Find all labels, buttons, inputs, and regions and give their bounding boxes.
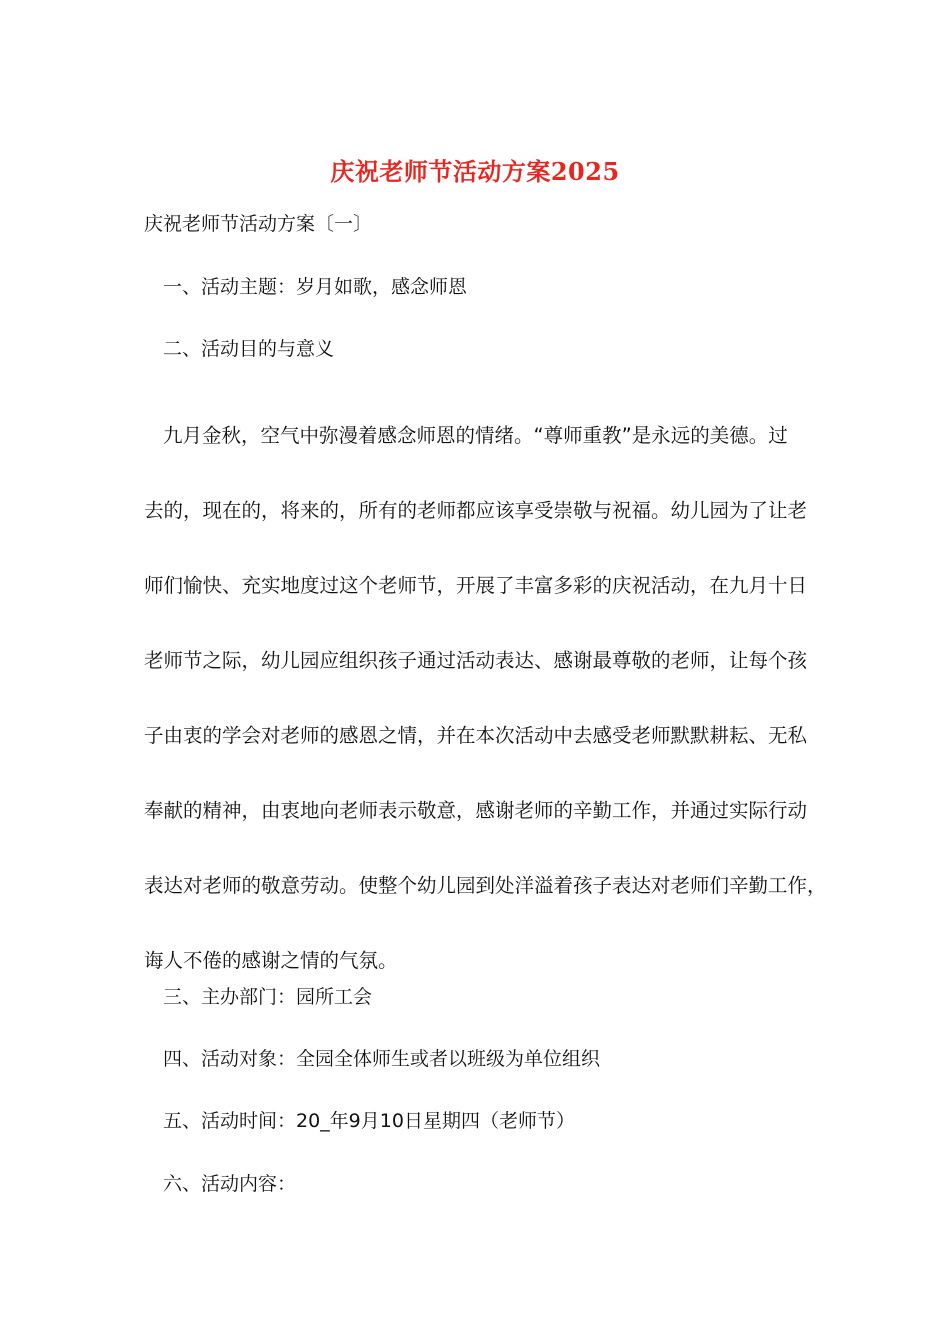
item-activity-time: 五、活动时间：20_年9月10日星期四（老师节） xyxy=(163,1110,575,1132)
paragraph-line: 九月金秋，空气中弥漫着感念师恩的情绪。“尊师重教”是永远的美德。过 xyxy=(163,424,788,447)
section-heading: 庆祝老师节活动方案〔一〕 xyxy=(144,213,373,235)
item-participants: 四、活动对象：全园全体师生或者以班级为单位组织 xyxy=(163,1048,601,1070)
document-title: 庆祝老师节活动方案2025 xyxy=(330,157,620,186)
paragraph-line: 奉献的精神，由衷地向老师表示敬意，感谢老师的辛勤工作，并通过实际行动 xyxy=(144,799,808,822)
item-organizer: 三、主办部门：园所工会 xyxy=(163,986,373,1008)
paragraph-line: 师们愉快、充实地度过这个老师节，开展了丰富多彩的庆祝活动，在九月十日 xyxy=(144,574,808,597)
purpose-paragraph xyxy=(144,398,827,998)
paragraph-line: 诲人不倦的感谢之情的气氛。 xyxy=(144,949,398,972)
item-activity-theme: 一、活动主题：岁月如歌，感念师恩 xyxy=(163,276,468,298)
paragraph-line: 子由衷的学会对老师的感恩之情，并在本次活动中去感受老师默默耕耘、无私 xyxy=(144,724,808,747)
item-purpose-heading: 二、活动目的与意义 xyxy=(163,338,335,360)
paragraph-line: 老师节之际，幼儿园应组织孩子通过活动表达、感谢最尊敬的老师，让每个孩 xyxy=(144,649,808,672)
paragraph-line: 去的，现在的，将来的，所有的老师都应该享受崇敬与祝福。幼儿园为了让老 xyxy=(144,499,808,522)
paragraph-line: 表达对老师的敬意劳动。使整个幼儿园到处洋溢着孩子表达对老师们辛勤工作， xyxy=(144,874,827,897)
item-activity-content: 六、活动内容： xyxy=(163,1173,297,1195)
